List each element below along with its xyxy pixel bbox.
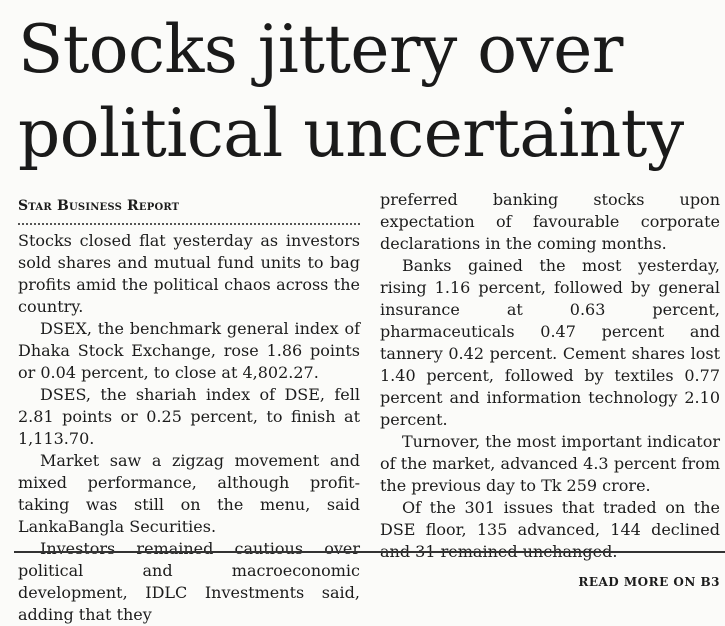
paragraph: Of the 301 issues that traded on the DSE floor, 135 advanced, 144 declined and 31 remained unchanged. <box>380 498 720 561</box>
headline: Stocks jittery over political uncertainty <box>18 11 684 172</box>
paragraph: Investors remained cautious over political and macroeconomic development, IDLC Investments said, adding that they <box>18 539 360 624</box>
paragraph: DSES, the shariah index of DSE, fell 2.81 points or 0.25 percent, to finish at 1,113.70. <box>18 385 360 448</box>
bottom-divider <box>14 551 725 553</box>
article-column-left <box>18 193 360 626</box>
paragraph: Turnover, the most important indicator of the market, advanced 4.3 percent from the previous day to Tk 259 crore. <box>380 432 720 495</box>
byline-divider <box>18 223 360 225</box>
read-more-link[interactable]: READ MORE ON B3 <box>578 575 720 589</box>
byline: Star Business Report <box>18 198 180 214</box>
paragraph: preferred banking stocks upon expectation of favourable corporate declarations in the coming months. <box>380 190 720 253</box>
article-column-right <box>380 189 720 593</box>
paragraph: DSEX, the benchmark general index of Dhaka Stock Exchange, rose 1.86 points or 0.04 percent, to close at 4,802.27. <box>18 319 360 382</box>
paragraph: Stocks closed flat yesterday as investors sold shares and mutual fund units to bag profits amid the political chaos across the country. <box>18 231 360 316</box>
paragraph: Banks gained the most yesterday, rising 1.16 percent, followed by general insurance at 0.63 percent, pharmaceuticals 0.47 percent and tannery 0.42 percent. Cement shares lost 1.40 percent, followed by textiles 0.77 percent and information technology 2.10 percent. <box>380 256 720 429</box>
paragraph: Market saw a zigzag movement and mixed performance, although profit-taking was still on the menu, said LankaBangla Securities. <box>18 451 360 536</box>
